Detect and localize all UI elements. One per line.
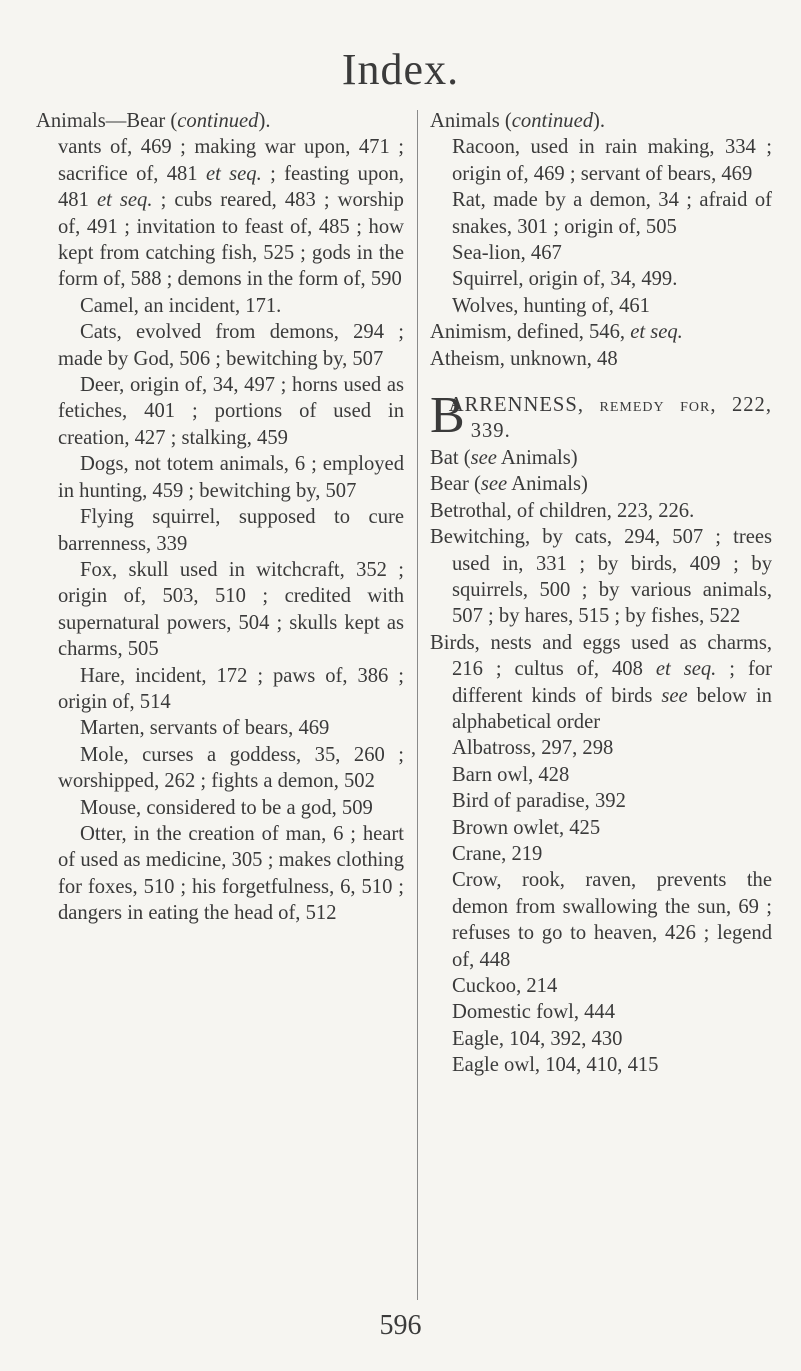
index-entry: Crane, 219 — [452, 842, 543, 865]
index-entry: Rat, made by a demon, 34 ; afraid of snakes, 301 ; origin of, 505 — [452, 189, 772, 238]
index-entry: Betrothal, of children, 223, 226. — [430, 499, 695, 522]
index-entry: Otter, in the creation of man, 6 ; heart of used as medicine, 305 ; makes clothing for foxes, 510 ; his forgetfulness, 6, 510 ; dangers in eating the head of, 512 — [58, 822, 404, 925]
index-entry: Camel, an incident, 171. — [80, 294, 282, 317]
index-entry: Eagle owl, 104, 410, 415 — [452, 1054, 659, 1077]
index-entry: vants of, 469 ; making war upon, 471 ; sacrifice of, 481 et seq. ; feasting upon, 481 et seq. ; cubs reared, 483 ; worship of, 491 ; invitation to feast of, 485 ; how kept from catching fish, 525 ; gods in the form of, 588 ; demons in the form of, 590 — [58, 136, 404, 291]
index-entry: Wolves, hunting of, 461 — [452, 294, 650, 317]
index-entry: Birds, nests and eggs used as charms, 216 ; cultus of, 408 et seq. ; for different kinds of birds see below in alphabetical order — [430, 631, 772, 733]
index-entry: Racoon, used in rain making, 334 ; origin of, 469 ; servant of bears, 469 — [452, 136, 772, 185]
index-entry: Domestic fowl, 444 — [452, 1001, 616, 1024]
right-column — [430, 108, 772, 1079]
index-entry: Cuckoo, 214 — [452, 975, 558, 997]
column-divider — [417, 110, 418, 1300]
section-b-entry — [430, 387, 772, 445]
index-entry: Marten, servants of bears, 469 — [80, 717, 330, 740]
index-entry: Squirrel, origin of, 34, 499. — [452, 268, 678, 291]
index-entry: Animals—Bear (continued). — [36, 110, 271, 132]
index-entry: Mouse, considered to be a god, 509 — [80, 796, 373, 819]
index-entry: Fox, skull used in witchcraft, 352 ; origin of, 503, 510 ; credited with supernatural powers, 504 ; skulls kept as charms, 505 — [58, 558, 404, 661]
drop-cap: B — [430, 387, 465, 445]
index-entry: Mole, curses a goddess, 35, 260 ; worshipped, 262 ; fights a demon, 502 — [58, 743, 404, 793]
index-entry: Barn owl, 428 — [452, 763, 570, 786]
index-entry: Atheism, unknown, 48 — [430, 347, 618, 370]
page-number: 596 — [379, 1310, 422, 1341]
index-entry: Bat (see Animals) — [430, 446, 578, 469]
index-entry: Eagle, 104, 392, 430 — [452, 1027, 623, 1050]
index-entry: Sea-lion, 467 — [452, 242, 562, 265]
index-entry: Flying squirrel, supposed to cure barrenness, 339 — [58, 506, 404, 555]
index-entry: Brown owlet, 425 — [452, 816, 601, 839]
page-title: Index. — [341, 45, 460, 94]
left-column — [36, 108, 404, 927]
index-entry: Albatross, 297, 298 — [452, 737, 614, 760]
index-entry: Cats, evolved from demons, 294 ; made by God, 506 ; bewitching by, 507 — [58, 321, 404, 370]
index-entry: Crow, rook, raven, prevents the demon from swallowing the sun, 69 ; refuses to go to heaven, 426 ; legend of, 448 — [452, 869, 772, 971]
index-entry: Bear (see Animals) — [430, 473, 588, 496]
index-entry: Bewitching, by cats, 294, 507 ; trees used in, 331 ; by birds, 409 ; by squirrels, 500 ; by various animals, 507 ; by hares, 515 ; by fishes, 522 — [430, 526, 772, 628]
index-entry: Dogs, not totem animals, 6 ; employed in hunting, 459 ; bewitching by, 507 — [58, 453, 404, 502]
index-entry: Animals (continued). — [430, 110, 606, 132]
index-entry: Hare, incident, 172 ; paws of, 386 ; origin of, 514 — [58, 664, 404, 713]
index-entry: Bird of paradise, 392 — [452, 790, 626, 813]
entry-text: ARRENNESS, remedy for, 222, 339. — [448, 394, 772, 443]
index-entry: Deer, origin of, 34, 497 ; horns used as fetiches, 401 ; portions of used in creation, 427 ; stalking, 459 — [58, 374, 404, 449]
index-entry: Animism, defined, 546, et seq. — [430, 321, 683, 344]
